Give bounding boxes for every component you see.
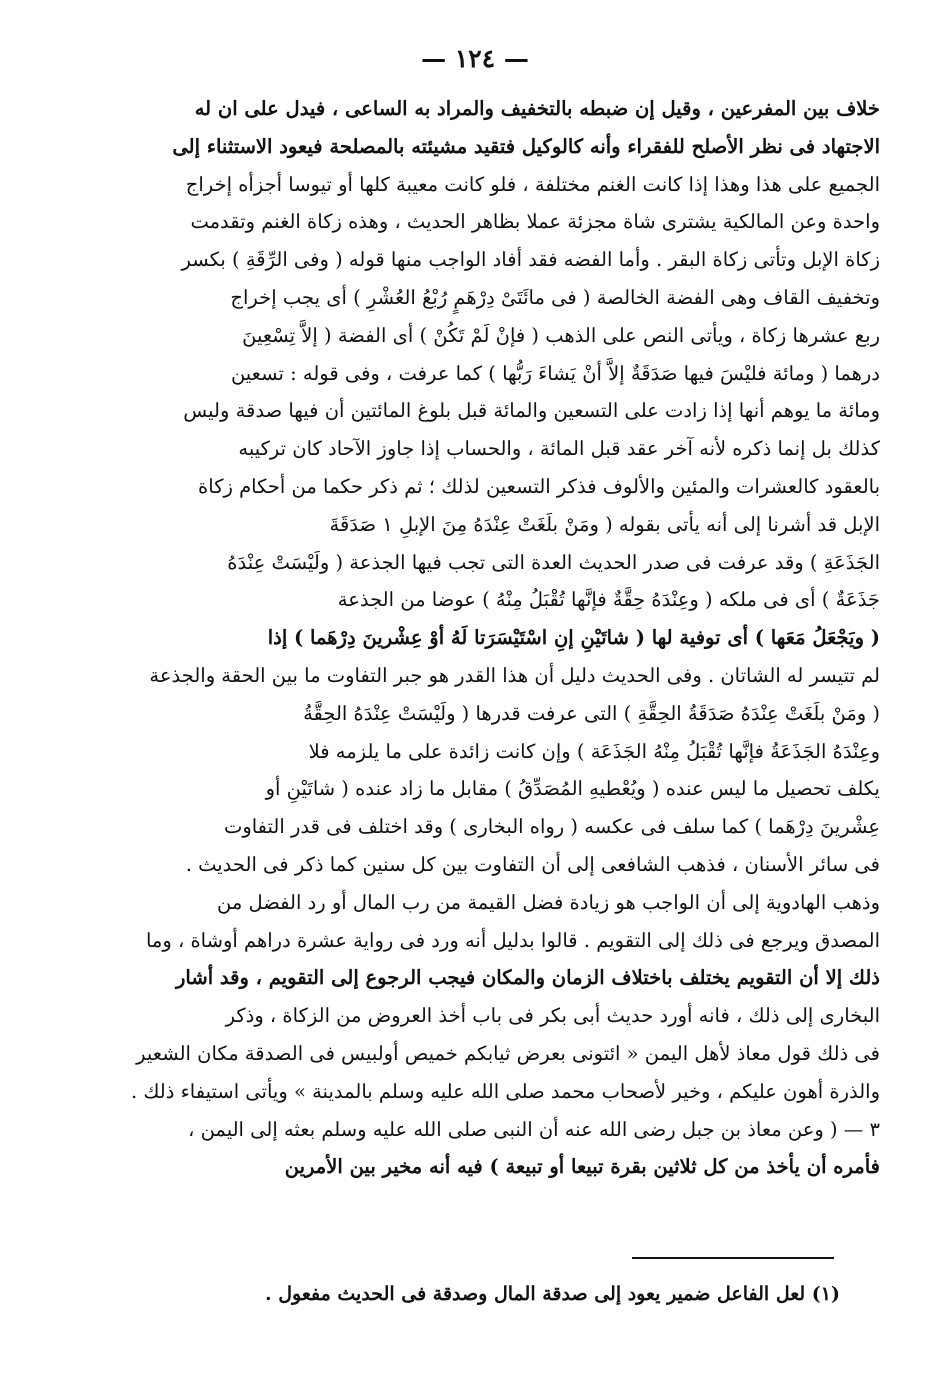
text-line: وذهب الهادوية إلى أن الواجب هو زيادة فضل القيمة من رب المال أو رد الفضل من [217,890,880,914]
main-text-block [78,90,880,1186]
text-line: بالعقود كالعشرات والمئين والألوف فذكر التسعين لذلك ؛ ثم ذكر حكما من أحكام زكاة [198,474,880,498]
text-line: جَذَعَةٌ ) أى فى ملكه ( وعِنْدَهُ حِقَّةٌ فإنَّها تُقْبَلُ مِنْهُ ) عوضا من الجذعة [337,588,880,612]
text-line: المصدق ويرجع فى ذلك إلى التقويم . قالوا بدليل أنه ورد فى رواية عشرة دراهم أوشاة ، وما [145,928,880,952]
text-line: ربع عشرها زكاة ، ويأتى النص على الذهب ( فإنْ لَمْ تَكُنْ ) أى الفضة ( إلاَّ تِسْعِينَ [242,323,880,347]
text-line: وتخفيف القاف وهى الفضة الخالصة ( فى مائَتَىْ دِرْهَمٍ رُبْعُ العُشْرِ ) أى يجب إخراج [230,285,880,309]
text-line: وعِنْدَهُ الجَذَعَةُ فإنَّها تُقْبَلُ مِنْهُ الجَذَعَة ) وإن كانت زائدة على ما يلزمه فلا [308,739,880,763]
text-line: ( ويَجْعَلُ مَعَها ) أى توفية لها ( شاتَيْنِ إنِ اسْتَيْسَرَتا لَهُ أوْ عِشْرينَ دِرْهَما ) إذا [267,626,880,650]
text-line: واحدة وعن المالكية يشترى شاة مجزئة عملا بظاهر الحديث ، وهذه زكاة الغنم وتقدمت [190,210,880,234]
text-line: ذلك إلا أن التقويم يختلف باختلاف الزمان والمكان فيجب الرجوع إلى التقويم ، وقد أشار [176,966,880,990]
text-line: فى ذلك قول معاذ لأهل اليمن « ائتونى بعرض ثيابكم خميص أولبيس فى الصدقة مكان الشعير [136,1041,880,1065]
text-line: الجَذَعَةِ ) وقد عرفت فى صدر الحديث العدة التى تجب فيها الجذعة ( ولَيْسَتْ عِنْدَهُ [227,550,880,574]
text-line: البخارى إلى ذلك ، فانه أورد حديث أبى بكر فى باب أخذ العروض من الزكاة ، وذكر [225,1004,880,1028]
text-line: عِشْرينَ دِرْهَما ) كما سلف فى عكسه ( رواه البخارى ) وقد اختلف فى قدر التفاوت [223,815,880,839]
text-line: فى سائر الأسنان ، فذهب الشافعى إلى أن التفاوت بين كل سنين كما ذكر فى الحديث . [185,852,880,876]
text-line: كذلك بل إنما ذكره لأنه آخر عقد قبل المائة ، والحساب إذا جاوز الآحاد كان تركيبه [238,437,880,461]
text-line: يكلف تحصيل ما ليس عنده ( ويُعْطيهِ المُصَدِّقُ ) مقابل ما زاد عنده ( شاتَيْنِ أو [265,777,880,801]
footnote-separator [632,1257,834,1259]
footnote: (١) لعل الفاعل ضمير يعود إلى صدقة المال وصدقة فى الحديث مفعول . [264,1283,840,1305]
text-line: ٣ — ( وعن معاذ بن جبل رضى الله عنه أن النبى صلى الله عليه وسلم بعثه إلى اليمن ، [188,1117,880,1141]
text-line: فأمره أن يأخذ من كل ثلاثين بقرة تبيعا أو تبيعة ) فيه أنه مخير بين الأمرين [284,1155,880,1179]
page-number: — ١٢٤ — [421,44,529,73]
text-line: ( ومَنْ بلَغَتْ عِنْدَهُ صَدَقَةُ الحِقَّةِ ) التى عرفت قدرها ( ولَيْسَتْ عِنْدَهُ الحِقَّةُ [303,701,880,725]
text-line: الإبل قد أشرنا إلى أنه يأتى بقوله ( ومَنْ بلَغَتْ عِنْدَهُ مِنَ الإبلِ ١ صَدَقَةَ [329,512,880,536]
text-line: والذرة أهون عليكم ، وخير لأصحاب محمد صلى الله عليه وسلم بالمدينة » ويأتى استيفاء ذلك . [130,1079,880,1103]
text-line: لم تتيسر له الشاتان . وفى الحديث دليل أن هذا القدر هو جبر التفاوت ما بين الحقة والجذعة [149,663,880,687]
text-line: الاجتهاد فى نظر الأصلح للفقراء وأنه كالوكيل فتقيد مشيئته بالمصلحة فيعود الاستثناء إلى [172,134,880,158]
text-line: ومائة ما يوهم أنها إذا زادت على التسعين والمائة قبل بلوغ المائتين أن فيها صدقة وليس [183,399,880,423]
text-line: زكاة الإبل وتأتى زكاة البقر . وأما الفضه فقد أفاد الواجب منها قوله ( وفى الرِّقَةِ ) بكسر [181,248,880,272]
text-line: الجميع على هذا وهذا إذا كانت الغنم مختلفة ، فلو كانت معيبة كلها أو تيوسا أجزأه إخراج [185,172,880,196]
text-line: خلاف بين المفرعين ، وقيل إن ضبطه بالتخفيف والمراد به الساعى ، فيدل على ان له [194,97,880,120]
text-line: درهما ( ومائة فليْسَ فيها صَدَقَةٌ إلاَّ أنْ يَشاءَ رَبُّها ) كما عرفت ، وفى قوله : تسعين [230,361,880,385]
